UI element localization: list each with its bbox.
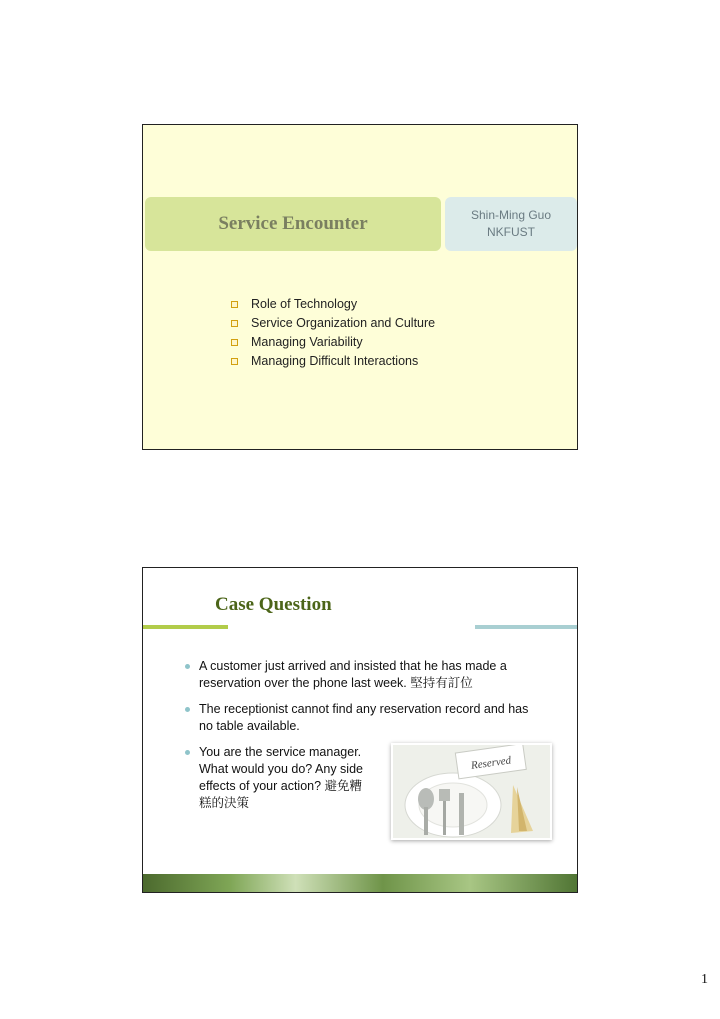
accent-line-blue [475,625,578,629]
reserved-table-image [391,743,552,840]
bullet-item: You are the service manager. What would you do? Any side effects of your action? 避免糟糕的決策 [183,744,369,812]
bullet-dot-icon [185,707,190,712]
bullet-item: The receptionist cannot find any reservation record and has no table available. [183,701,539,735]
slide-case-question [142,567,578,893]
square-bullet-icon [231,339,238,346]
agenda-item: Managing Difficult Interactions [229,352,435,371]
author-box [445,197,577,251]
agenda-list [229,295,435,371]
page-number: 1 [701,972,708,987]
reserved-table-illustration [393,745,550,838]
tree-banner [143,874,578,893]
bullet-dot-icon [185,750,190,755]
agenda-item: Managing Variability [229,333,435,352]
slide-title: Case Question [215,594,332,615]
square-bullet-icon [231,320,238,327]
author-affiliation: NKFUST [487,225,535,239]
author-name: Shin-Ming Guo [470,208,552,222]
accent-line-green [143,625,228,629]
square-bullet-icon [231,358,238,365]
slide-service-encounter [142,124,578,450]
reserved-sign-text: Reserved [470,754,512,772]
square-bullet-icon [231,301,238,308]
bullet-dot-icon [185,664,190,669]
bullet-item: A customer just arrived and insisted that he has made a reservation over the phone last week. 堅持有訂位 [183,658,539,692]
agenda-item: Service Organization and Culture [229,314,435,333]
title-bar [145,197,441,251]
slide-title: Service Encounter [218,213,368,234]
agenda-item: Role of Technology [229,295,435,314]
